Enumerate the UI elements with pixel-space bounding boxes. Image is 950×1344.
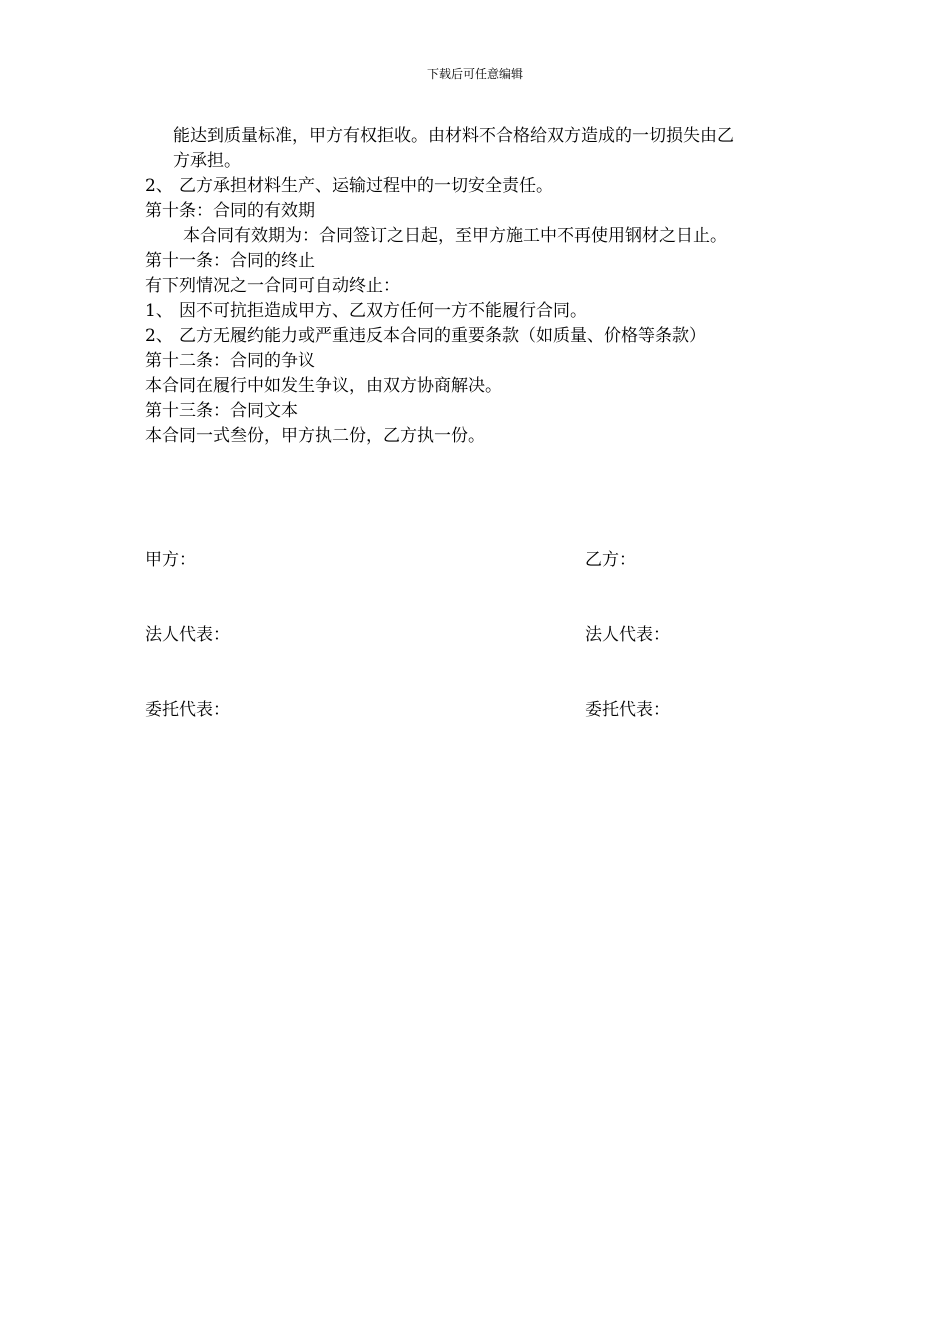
article-13-title: 第十三条：合同文本 xyxy=(145,401,298,421)
list-item-number: 2、 xyxy=(145,176,173,196)
page-header: 下载后可任意编辑 xyxy=(426,67,523,81)
article-10-title: 第十条：合同的有效期 xyxy=(145,201,315,221)
party-a-label: 甲方： xyxy=(145,550,196,570)
party-b-label: 乙方： xyxy=(585,550,636,570)
legal-rep-a-label: 法人代表： xyxy=(145,625,230,645)
legal-rep-b-label: 法人代表： xyxy=(585,625,670,645)
article-10-body: 本合同有效期为：合同签订之日起，至甲方施工中不再使用钢材之日止。 xyxy=(183,226,727,246)
agent-a-label: 委托代表： xyxy=(145,700,230,720)
list-item-text: 因不可抗拒造成甲方、乙双方任何一方不能履行合同。 xyxy=(179,301,587,321)
agent-b-label: 委托代表： xyxy=(585,700,670,720)
article-11-item-2 xyxy=(145,324,825,349)
continued-paragraph-line-2: 方承担。 xyxy=(173,151,241,171)
continued-paragraph-line-1: 能达到质量标准，甲方有权拒收。由材料不合格给双方造成的一切损失由乙 xyxy=(173,126,734,146)
article-11-title: 第十一条：合同的终止 xyxy=(145,251,315,271)
article-12-body: 本合同在履行中如发生争议，由双方协商解决。 xyxy=(145,376,502,396)
list-item-text: 乙方承担材料生产、运输过程中的一切安全责任。 xyxy=(179,176,553,196)
contract-body xyxy=(145,124,825,449)
list-item-2 xyxy=(145,174,825,199)
article-11-item-1 xyxy=(145,299,825,324)
article-13-body: 本合同一式叁份，甲方执二份，乙方执一份。 xyxy=(145,426,485,446)
list-item-number: 2、 xyxy=(145,326,173,346)
list-item-text: 乙方无履约能力或严重违反本合同的重要条款（如质量、价格等条款） xyxy=(179,326,706,346)
list-item-number: 1、 xyxy=(145,301,173,321)
article-12-title: 第十二条：合同的争议 xyxy=(145,351,315,371)
article-11-intro: 有下列情况之一合同可自动终止： xyxy=(145,276,400,296)
